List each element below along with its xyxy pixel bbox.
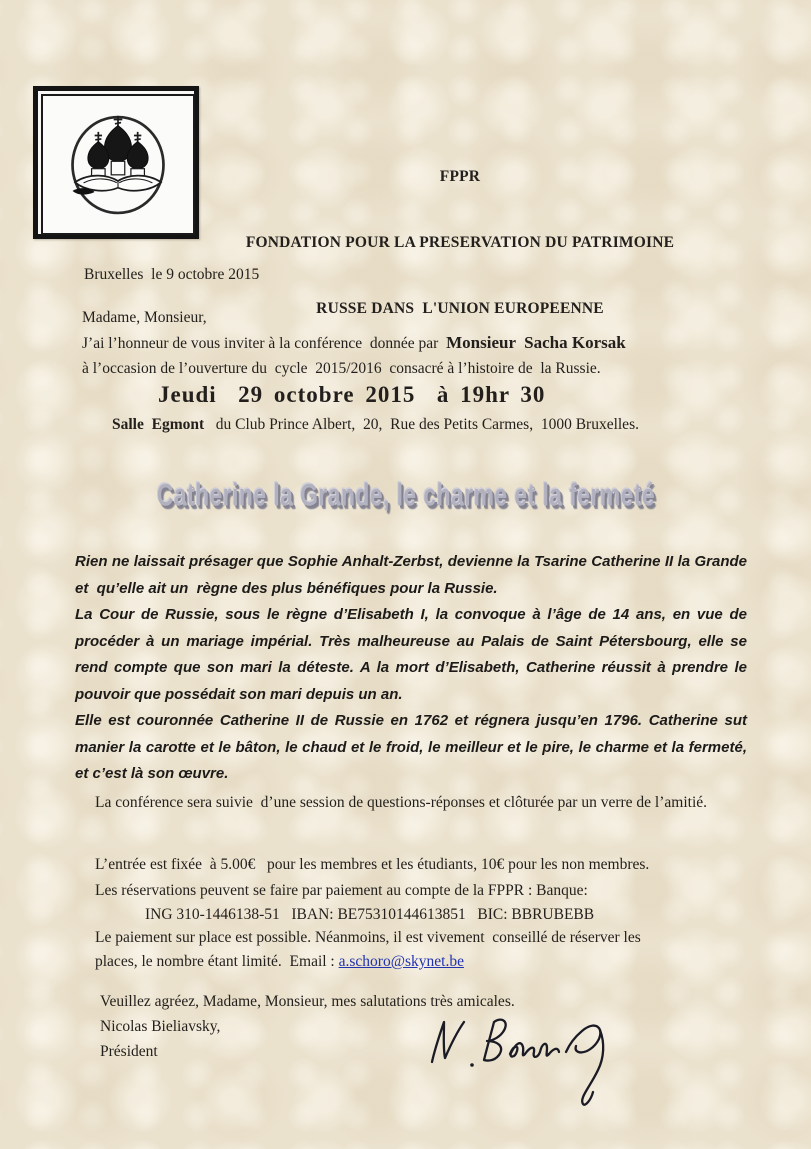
- salutation: Madame, Monsieur,: [82, 309, 207, 326]
- org-name-line1: FONDATION POUR LA PRESERVATION DU PATRIMOINE: [245, 234, 675, 251]
- venue-room: Salle Egmont: [112, 416, 205, 433]
- abstract-paragraph-2: La Cour de Russie, sous le règne d’Elisabeth I, la convoque à l’âge de 14 ans, en vue de procéder à un mariage impérial. Très malheureuse au Palais de Saint Pétersbourg, elle se rend compte que son mari la déteste. A la mort d’Elisabeth, Catherine réussit à prendre le pouvoir que possédait son mari depuis un an.: [75, 606, 752, 703]
- payment-line2: [95, 952, 464, 973]
- talk-title: Catherine la Grande, le charme et la fermeté: [156, 477, 655, 513]
- fppr-logo-frame: [33, 86, 199, 239]
- followup-note: La conférence sera suivie d’une session de questions-réponses et clôturée par un verre de l’amitié.: [95, 794, 708, 811]
- reservation-line: Les réservations peuvent se faire par paiement au compte de la FPPR : Banque:: [95, 882, 588, 899]
- pricing-line: L’entrée est fixée à 5.00€ pour les membres et les étudiants, 10€ pour les non membres.: [95, 856, 650, 873]
- venue-address: du Club Prince Albert, 20, Rue des Petits Carmes, 1000 Bruxelles.: [204, 416, 639, 433]
- invitation-line1: [82, 332, 626, 355]
- event-datetime: Jeudi 29 octobre 2015 à 19hr 30: [158, 382, 546, 407]
- signer-name: Nicolas Bieliavsky,: [100, 1018, 221, 1035]
- abstract-paragraph-1: Rien ne laissait présager que Sophie Anhalt-Zerbst, devienne la Tsarine Catherine II la Grande et qu’elle ait un règne des plus bénéfiques pour la Russie.: [75, 553, 752, 597]
- payment-line1: Le paiement sur place est possible. Néanmoins, il est vivement conseillé de réserver les: [95, 929, 641, 946]
- invitation-text: J’ai l’honneur de vous inviter à la conférence donnée par: [82, 335, 447, 352]
- venue-line: [112, 415, 639, 436]
- org-name-line2: RUSSE DANS L'UNION EUROPEENNE: [316, 300, 604, 317]
- contact-email-link[interactable]: a.schoro@skynet.be: [338, 953, 464, 970]
- signer-title: Président: [100, 1043, 158, 1060]
- church-domes-book-icon: [56, 106, 180, 224]
- letterhead: [195, 122, 725, 364]
- bank-details: ING 310-1446138-51 IBAN: BE75310144613851 BIC: BBRUBEBB: [145, 906, 595, 923]
- payment-line2-text: places, le nombre étant limité. Email :: [95, 953, 339, 970]
- org-acronym: FPPR: [439, 168, 481, 185]
- talk-abstract: [75, 549, 752, 788]
- dateline: Bruxelles le 9 octobre 2015: [84, 266, 260, 283]
- abstract-paragraph-3: Elle est couronnée Catherine II de Russie en 1762 et régnera jusqu’en 1796. Catherine sut manier la carotte et le bâton, le chaud et le froid, le meilleur et le pire, le charme et la fermeté, et c’est là son œuvre.: [75, 712, 752, 782]
- handwritten-signature: [424, 1010, 644, 1110]
- invitation-line2: à l’occasion de l’ouverture du cycle 2015/2016 consacré à l’histoire de la Russie.: [82, 360, 601, 377]
- closing-line: Veuillez agréez, Madame, Monsieur, mes salutations très amicales.: [100, 993, 515, 1010]
- speaker-name: Monsieur Sacha Korsak: [446, 333, 626, 352]
- fppr-logo: [41, 94, 195, 235]
